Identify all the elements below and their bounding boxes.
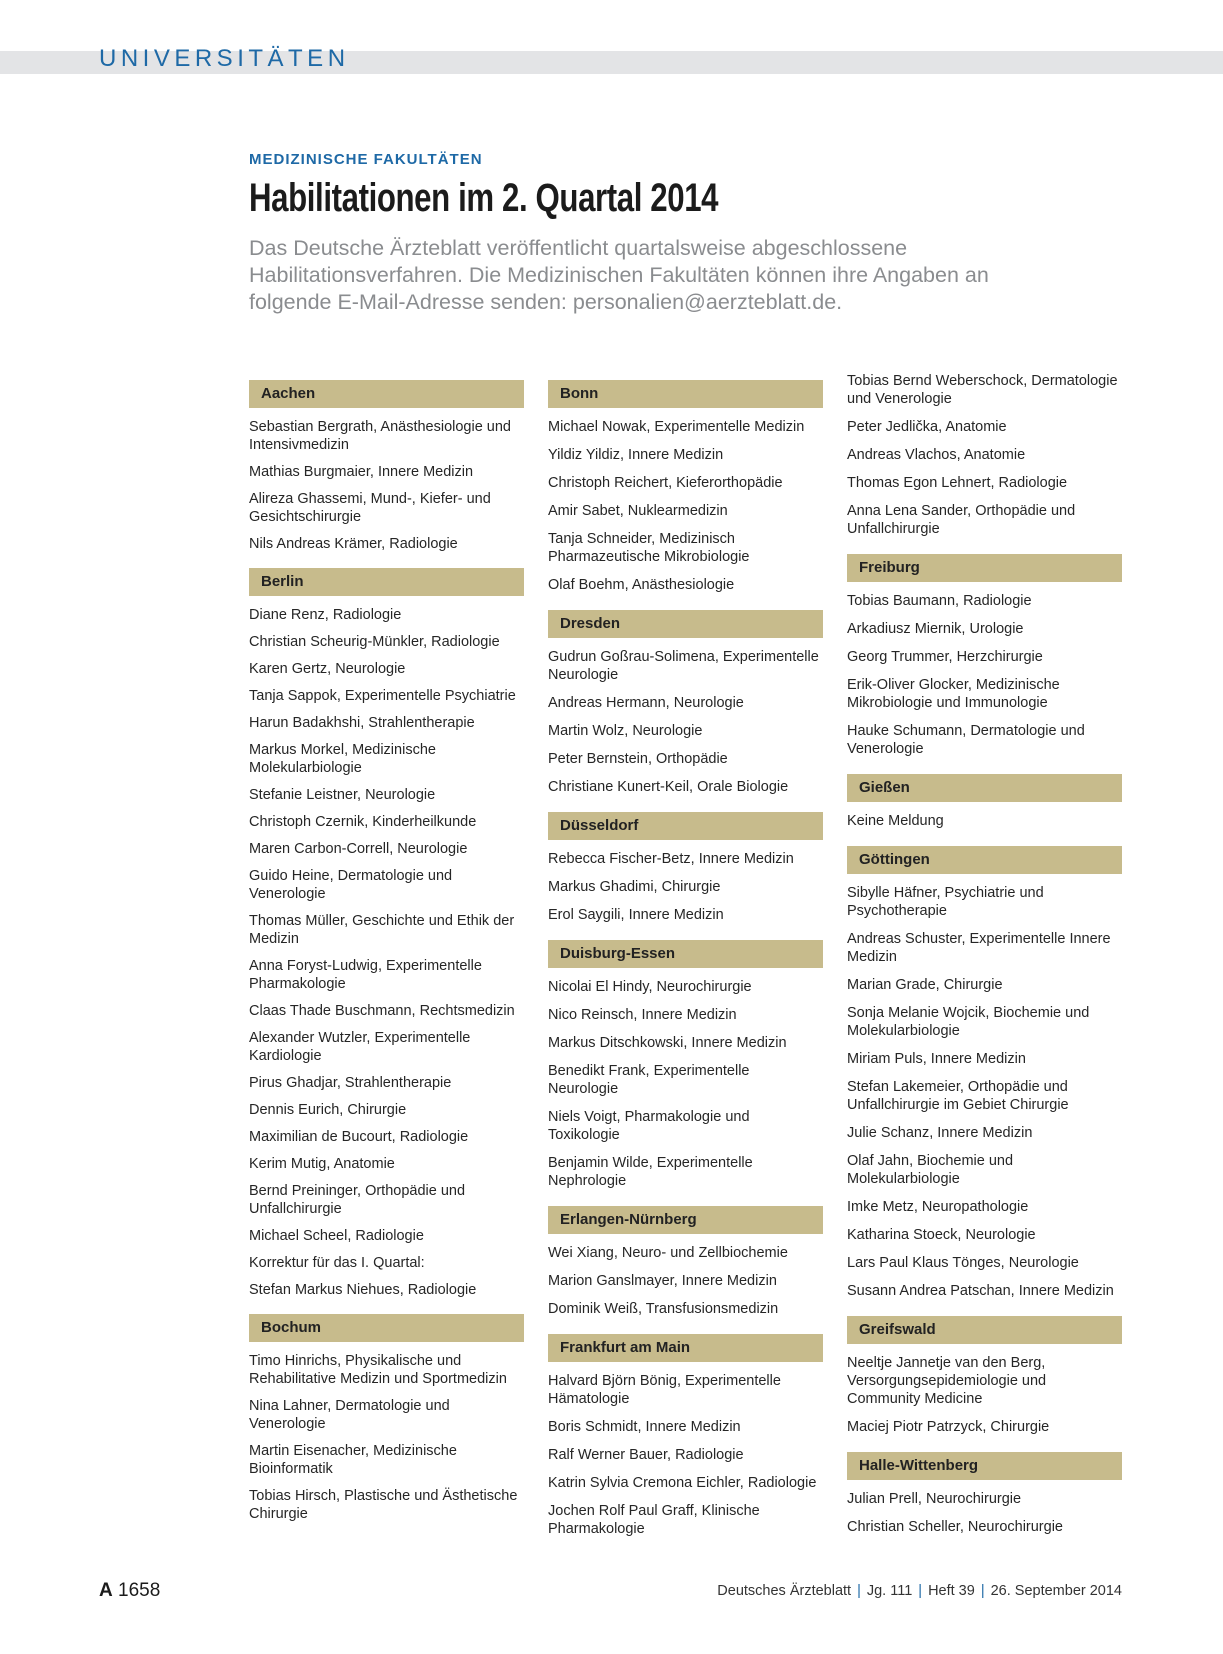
habilitation-entry: Korrektur für das I. Quartal: <box>249 1255 425 1271</box>
footer-separator: | <box>980 1583 985 1599</box>
habilitation-entry: Maciej Piotr Patrzyck, Chirurgie <box>847 1419 1050 1435</box>
footer-separator: | <box>918 1583 923 1599</box>
habilitation-entry: Guido Heine, Dermatologie und Venerologie <box>249 868 453 902</box>
habilitation-entry: Andreas Hermann, Neurologie <box>548 695 744 711</box>
habilitation-entry: Katrin Sylvia Cremona Eichler, Radiologie <box>548 1475 817 1491</box>
habilitation-entry: Boris Schmidt, Innere Medizin <box>548 1419 741 1435</box>
page-number-value: 1658 <box>118 1580 161 1601</box>
journal-volume: Jg. 111 <box>866 1583 913 1599</box>
habilitation-entry: Sibylle Häfner, Psychiatrie und Psychotherapie <box>847 885 1044 919</box>
habilitation-entry: Alexander Wutzler, Experimentelle Kardiologie <box>249 1030 471 1064</box>
page-number <box>99 1580 160 1602</box>
habilitation-entry: Stefanie Leistner, Neurologie <box>249 787 436 803</box>
university-block <box>548 1206 823 1318</box>
habilitation-entry: Claas Thade Buschmann, Rechtsmedizin <box>249 1003 515 1019</box>
habilitation-entry: Stefan Lakemeier, Orthopädie und Unfallchirurgie im Gebiet Chirurgie <box>847 1079 1069 1113</box>
habilitation-entry: Karen Gertz, Neurologie <box>249 661 406 677</box>
university-block <box>847 1452 1122 1536</box>
habilitation-entry: Anna Foryst-Ludwig, Experimentelle Pharmakologie <box>249 958 482 992</box>
page-title: Habilitationen im 2. Quartal 2014 <box>249 176 719 220</box>
habilitation-entry: Gudrun Goßrau-Solimena, Experimentelle Neurologie <box>548 649 819 683</box>
habilitation-entry: Thomas Egon Lehnert, Radiologie <box>847 475 1068 491</box>
university-header: Dresden <box>548 610 823 638</box>
habilitation-entry: Georg Trummer, Herzchirurgie <box>847 649 1043 665</box>
habilitation-entry: Hauke Schumann, Dermatologie und Venerologie <box>847 723 1085 757</box>
habilitation-entry: Julian Prell, Neurochirurgie <box>847 1491 1022 1507</box>
university-block <box>548 940 823 1190</box>
habilitation-entry: Jochen Rolf Paul Graff, Klinische Pharmakologie <box>548 1503 760 1537</box>
habilitation-entry: Marian Grade, Chirurgie <box>847 977 1003 993</box>
habilitation-entry: Pirus Ghadjar, Strahlentherapie <box>249 1075 452 1091</box>
habilitation-entry: Christoph Czernik, Kinderheilkunde <box>249 814 477 830</box>
habilitation-entry: Christian Scheurig-Münkler, Radiologie <box>249 634 500 650</box>
habilitation-entry: Tobias Baumann, Radiologie <box>847 593 1032 609</box>
habilitation-entry: Nils Andreas Krämer, Radiologie <box>249 536 458 552</box>
habilitation-entry: Benedikt Frank, Experimentelle Neurologie <box>548 1063 750 1097</box>
habilitation-entry: Peter Bernstein, Orthopädie <box>548 751 728 767</box>
habilitation-entry: Rebecca Fischer-Betz, Innere Medizin <box>548 851 794 867</box>
habilitation-entry: Susann Andrea Patschan, Innere Medizin <box>847 1283 1114 1299</box>
university-header: Aachen <box>249 380 524 408</box>
habilitation-entry: Julie Schanz, Innere Medizin <box>847 1125 1033 1141</box>
habilitation-entry: Keine Meldung <box>847 813 944 829</box>
habilitation-entry: Nina Lahner, Dermatologie und Venerologie <box>249 1398 450 1432</box>
university-header: Frankfurt am Main <box>548 1334 823 1362</box>
footer-separator: | <box>857 1583 861 1599</box>
university-header: Gießen <box>847 774 1122 802</box>
page-prefix: A <box>99 1580 113 1601</box>
habilitation-entry: Imke Metz, Neuropathologie <box>847 1199 1029 1215</box>
habilitation-entry: Maximilian de Bucourt, Radiologie <box>249 1129 469 1145</box>
habilitation-entry: Stefan Markus Niehues, Radiologie <box>249 1282 477 1298</box>
habilitation-entry: Olaf Boehm, Anästhesiologie <box>548 577 735 593</box>
habilitation-entry: Timo Hinrichs, Physikalische und Rehabilitative Medizin und Sportmedizin <box>249 1353 507 1387</box>
university-header: Erlangen-Nürnberg <box>548 1206 823 1234</box>
habilitation-entry: Olaf Jahn, Biochemie und Molekularbiologie <box>847 1153 1014 1187</box>
habilitation-entry: Tobias Hirsch, Plastische und Ästhetische Chirurgie <box>249 1488 518 1522</box>
university-header: Freiburg <box>847 554 1122 582</box>
habilitation-entry: Amir Sabet, Nuklearmedizin <box>548 503 728 519</box>
university-header: Bonn <box>548 380 823 408</box>
habilitation-entry: Martin Eisenacher, Medizinische Bioinformatik <box>249 1443 457 1477</box>
journal-name: Deutsches Ärzteblatt <box>717 1583 852 1599</box>
habilitation-entry: Erol Saygili, Innere Medizin <box>548 907 724 923</box>
habilitation-entry: Wei Xiang, Neuro- und Zellbiochemie <box>548 1245 788 1261</box>
habilitation-entry: Halvard Björn Bönig, Experimentelle Hämatologie <box>548 1373 781 1407</box>
habilitation-entry: Christoph Reichert, Kieferorthopädie <box>548 475 783 491</box>
habilitation-entry: Marion Ganslmayer, Innere Medizin <box>548 1273 777 1289</box>
habilitation-entry: Christian Scheller, Neurochirurgie <box>847 1519 1063 1535</box>
university-header: Göttingen <box>847 846 1122 874</box>
habilitation-entry: Andreas Vlachos, Anatomie <box>847 447 1026 463</box>
habilitation-entry: Sebastian Bergrath, Anästhesiologie und Intensivmedizin <box>249 419 511 453</box>
habilitation-entry: Martin Wolz, Neurologie <box>548 723 703 739</box>
habilitation-entry: Nico Reinsch, Innere Medizin <box>548 1007 737 1023</box>
habilitation-entry: Kerim Mutig, Anatomie <box>249 1156 395 1172</box>
habilitation-entry: Markus Ditschkowski, Innere Medizin <box>548 1035 787 1051</box>
university-block <box>548 610 823 796</box>
habilitation-entry: Nicolai El Hindy, Neurochirurgie <box>548 979 752 995</box>
university-block <box>847 1316 1122 1436</box>
university-block <box>548 1334 823 1538</box>
section-label: UNIVERSITÄTEN <box>99 45 350 72</box>
column-2 <box>548 380 823 1554</box>
habilitation-entry: Anna Lena Sander, Orthopädie und Unfallchirurgie <box>847 503 1076 537</box>
habilitation-entry: Andreas Schuster, Experimentelle Innere Medizin <box>847 931 1111 965</box>
university-header: Düsseldorf <box>548 812 823 840</box>
habilitation-entry: Ralf Werner Bauer, Radiologie <box>548 1447 744 1463</box>
footer-info <box>717 1583 1122 1599</box>
journal-date: 26. September 2014 <box>990 1583 1122 1599</box>
habilitation-entry: Benjamin Wilde, Experimentelle Nephrologie <box>548 1155 753 1189</box>
university-header: Berlin <box>249 568 524 596</box>
habilitation-entry: Lars Paul Klaus Tönges, Neurologie <box>847 1255 1079 1271</box>
university-block <box>548 812 823 924</box>
habilitation-entry: Arkadiusz Miernik, Urologie <box>847 621 1024 637</box>
university-block <box>847 774 1122 830</box>
habilitation-entry: Maren Carbon-Correll, Neurologie <box>249 841 468 857</box>
habilitation-entry: Dominik Weiß, Transfusionsmedizin <box>548 1301 779 1317</box>
habilitation-entry: Diane Renz, Radiologie <box>249 607 402 623</box>
habilitation-entry: Markus Ghadimi, Chirurgie <box>548 879 721 895</box>
intro-text: Das Deutsche Ärzteblatt veröffentlicht quartalsweise abgeschlossene Habilitationsverfahren. Die Medizinischen Fakultäten können ihre Angaben an folgende E-Mail-Adresse senden: personalien@aerzteblatt.de. <box>249 236 989 314</box>
university-header: Duisburg-Essen <box>548 940 823 968</box>
university-header: Greifswald <box>847 1316 1122 1344</box>
habilitation-entry: Tanja Schneider, Medizinisch Pharmazeutische Mikrobiologie <box>548 531 750 565</box>
university-block <box>847 372 1122 538</box>
habilitation-entry: Bernd Preininger, Orthopädie und Unfallchirurgie <box>249 1183 466 1217</box>
habilitation-entry: Neeltje Jannetje van den Berg, Versorgungsepidemiologie und Community Medicine <box>847 1355 1047 1407</box>
habilitation-entry: Markus Morkel, Medizinische Molekularbiologie <box>249 742 436 776</box>
habilitation-entry: Mathias Burgmaier, Innere Medizin <box>249 464 474 480</box>
university-block <box>249 1314 524 1523</box>
habilitation-entry: Alireza Ghassemi, Mund-, Kiefer- und Gesichtschirurgie <box>249 491 491 525</box>
habilitation-entry: Sonja Melanie Wojcik, Biochemie und Molekularbiologie <box>847 1005 1090 1039</box>
university-block <box>249 380 524 553</box>
habilitation-entry: Katharina Stoeck, Neurologie <box>847 1227 1036 1243</box>
university-block <box>847 554 1122 758</box>
university-block <box>249 568 524 1299</box>
journal-issue: Heft 39 <box>928 1583 975 1599</box>
university-block <box>548 380 823 594</box>
habilitation-entry: Niels Voigt, Pharmakologie und Toxikologie <box>548 1109 750 1143</box>
habilitation-entry: Thomas Müller, Geschichte und Ethik der Medizin <box>249 913 515 947</box>
habilitation-entry: Harun Badakhshi, Strahlentherapie <box>249 715 475 731</box>
university-header: Bochum <box>249 1314 524 1342</box>
habilitation-entry: Yildiz Yildiz, Innere Medizin <box>548 447 724 463</box>
habilitation-entry: Tanja Sappok, Experimentelle Psychiatrie <box>249 688 516 704</box>
habilitation-entry: Tobias Bernd Weberschock, Dermatologie und Venerologie <box>847 373 1118 407</box>
column-3 <box>847 372 1122 1552</box>
kicker: MEDIZINISCHE FAKULTÄTEN <box>249 151 483 168</box>
column-1 <box>249 380 524 1538</box>
habilitation-entry: Miriam Puls, Innere Medizin <box>847 1051 1026 1067</box>
habilitation-entry: Peter Jedlička, Anatomie <box>847 419 1007 435</box>
habilitation-entry: Christiane Kunert-Keil, Orale Biologie <box>548 779 789 795</box>
habilitation-entry: Michael Scheel, Radiologie <box>249 1228 424 1244</box>
habilitation-entry: Erik-Oliver Glocker, Medizinische Mikrobiologie und Immunologie <box>847 677 1060 711</box>
habilitation-entry: Dennis Eurich, Chirurgie <box>249 1102 407 1118</box>
habilitation-entry: Michael Nowak, Experimentelle Medizin <box>548 419 805 435</box>
university-header: Halle-Wittenberg <box>847 1452 1122 1480</box>
university-block <box>847 846 1122 1300</box>
